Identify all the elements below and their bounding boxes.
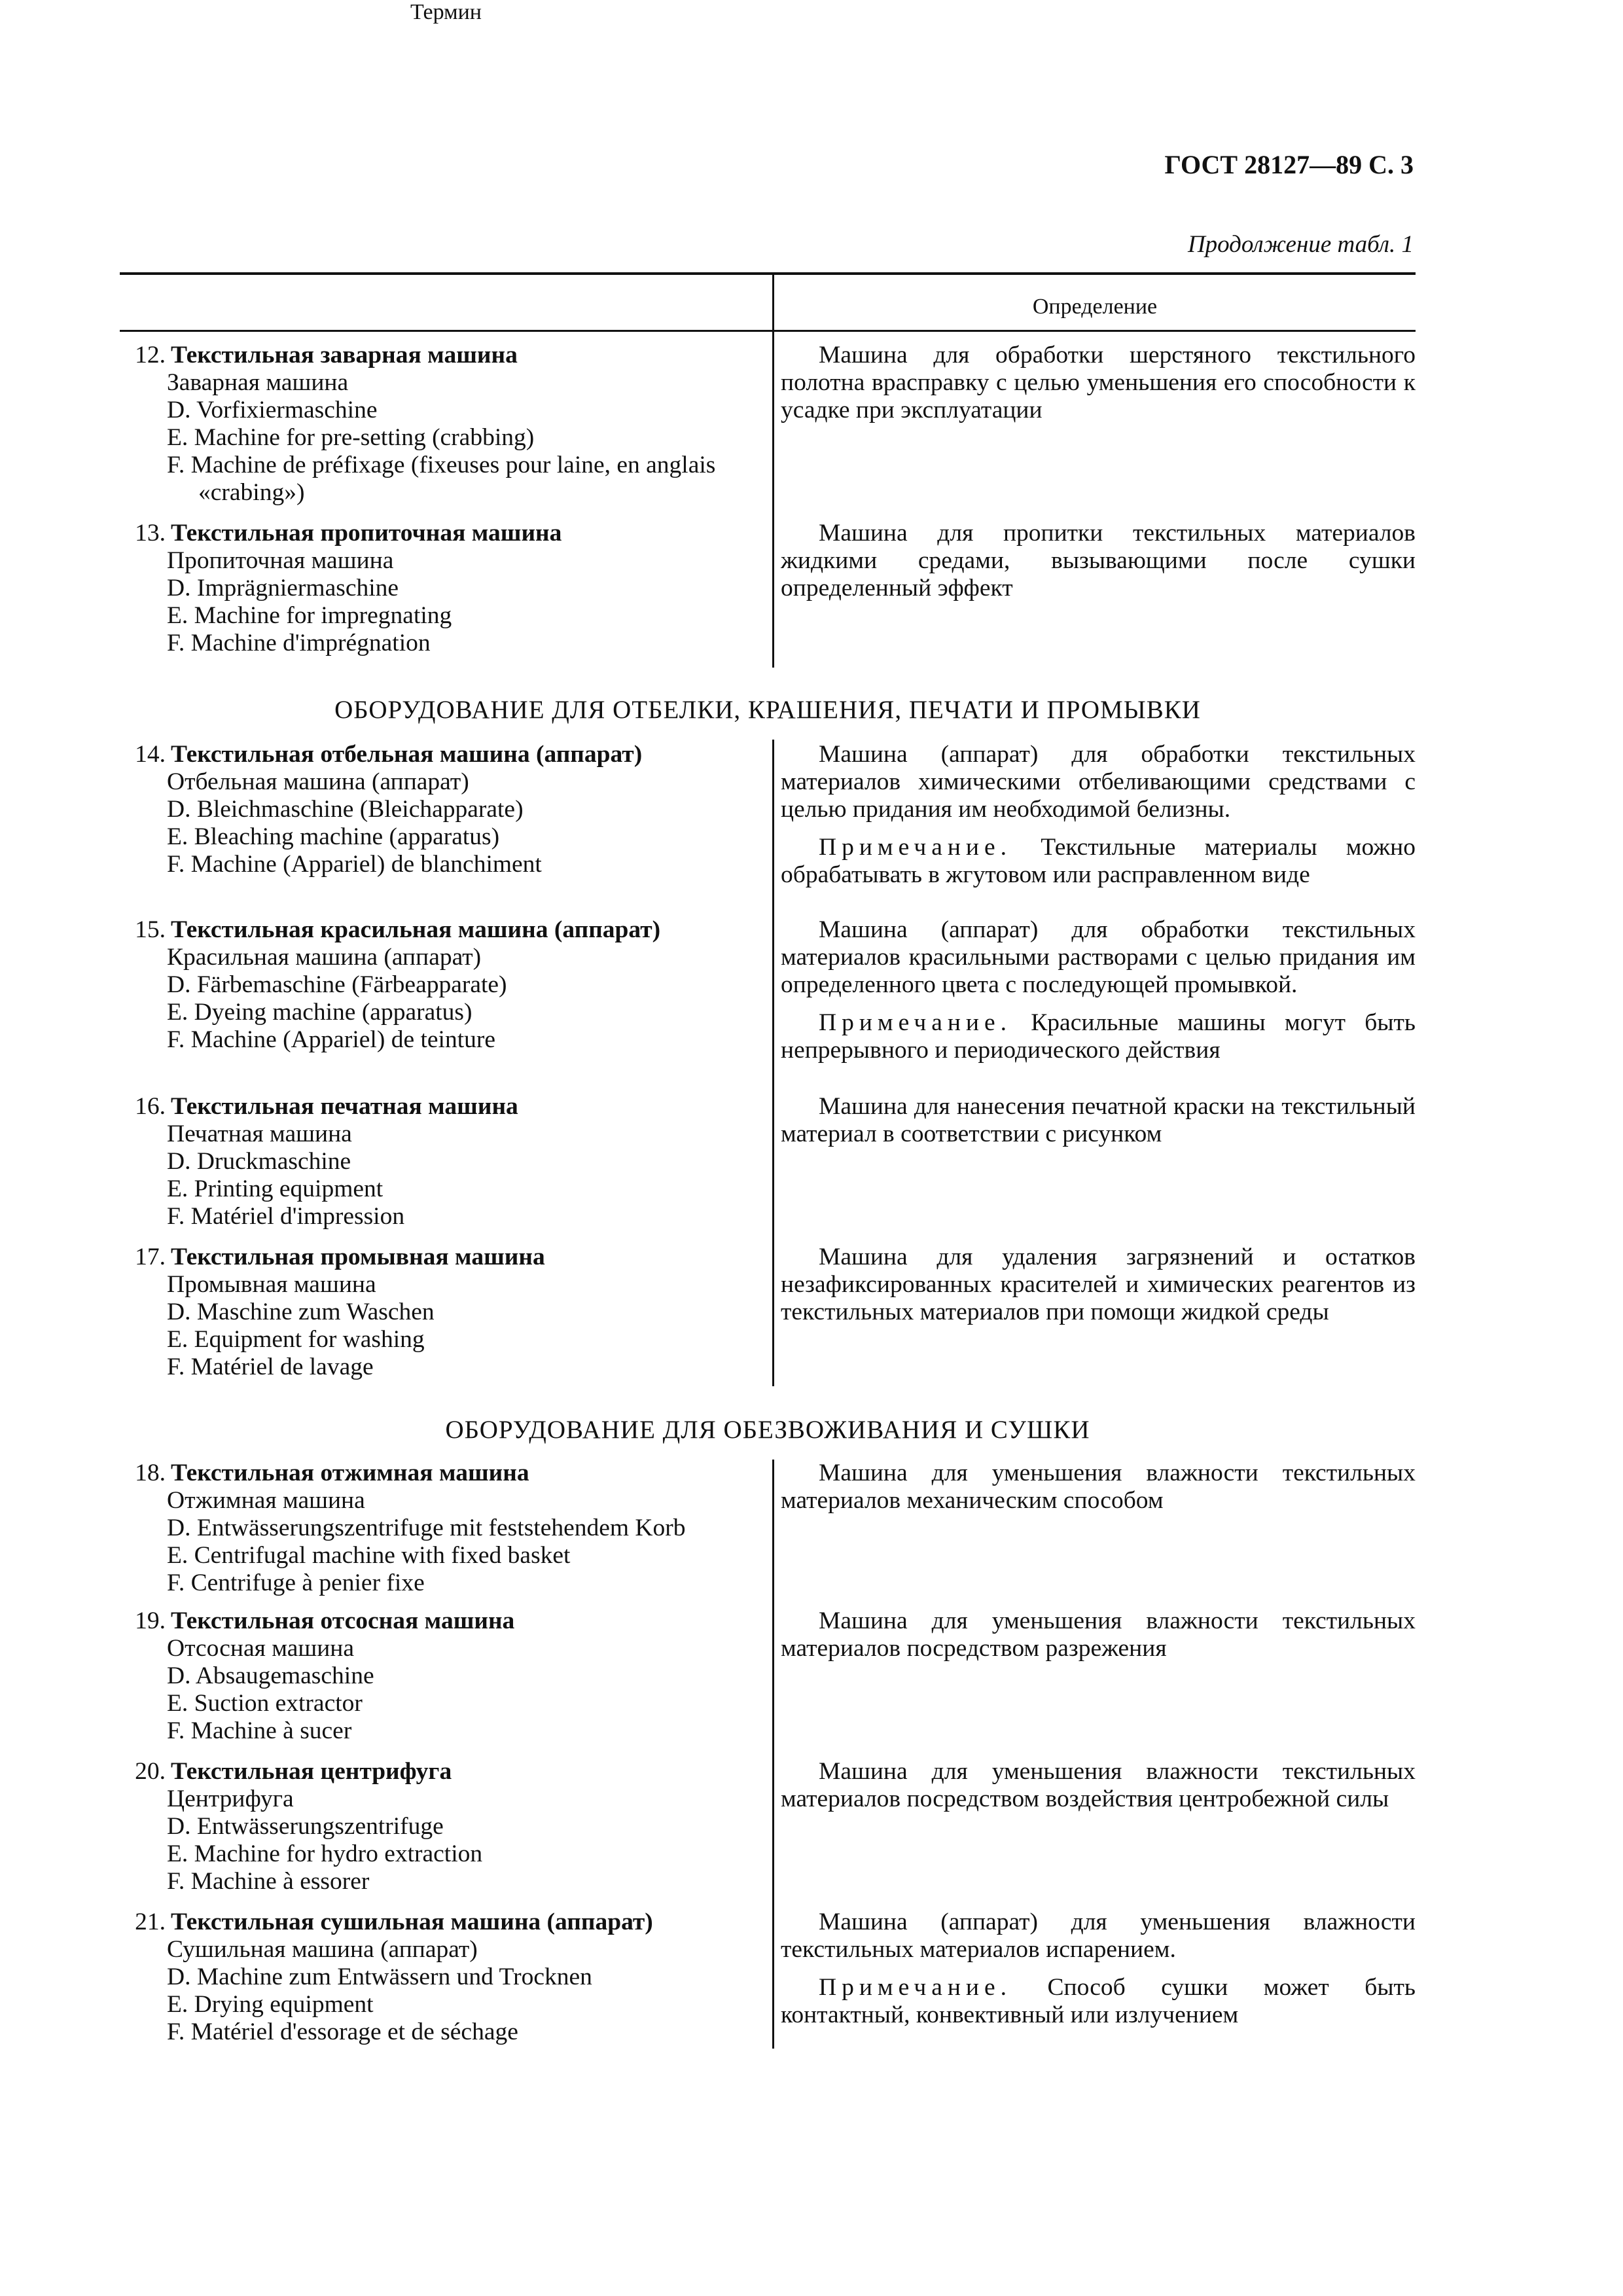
term-french: F. Machine à essorer bbox=[167, 1868, 370, 1895]
note-label: Примечание. bbox=[819, 1009, 1012, 1036]
column-header-definition: Определение bbox=[1032, 295, 1158, 319]
definition-note bbox=[781, 834, 1416, 889]
entry-number: 15. bbox=[135, 916, 166, 943]
term-french: F. Machine (Appariel) de blanchiment bbox=[167, 851, 542, 878]
term-synonym: Печатная машина bbox=[167, 1121, 352, 1147]
term-english: E. Bleaching machine (apparatus) bbox=[167, 823, 500, 850]
table-continuation-label: Продолжение табл. 1 bbox=[1187, 231, 1414, 258]
term-synonym: Центрифуга bbox=[167, 1785, 294, 1812]
definition-column bbox=[781, 1758, 1416, 1813]
term-column bbox=[120, 1093, 764, 1230]
term-german: D. Vorfixiermaschine bbox=[167, 397, 378, 423]
term-german: D. Entwässerungszentrifuge bbox=[167, 1813, 444, 1840]
term-german: D. Maschine zum Waschen bbox=[167, 1299, 435, 1325]
term-french: F. Machine d'imprégnation bbox=[167, 630, 431, 656]
term-english: E. Centrifugal machine with fixed basket bbox=[167, 1542, 571, 1569]
term-title: Текстильная красильная машина (аппарат) bbox=[171, 916, 661, 943]
entry-number: 19. bbox=[135, 1607, 166, 1634]
definition-text: Машина для нанесения печатной краски на текстильный материал в соответствии с рисунком bbox=[781, 1093, 1416, 1147]
note-text: Текстильные материалы можно обрабатывать в жгутовом или расправленном виде bbox=[781, 834, 1416, 888]
term-french: F. Machine à sucer bbox=[167, 1717, 352, 1744]
term-german: D. Färbemaschine (Färbeapparate) bbox=[167, 971, 507, 998]
term-synonym: Пропиточная машина bbox=[167, 547, 394, 574]
term-synonym: Отжимная машина bbox=[167, 1487, 365, 1514]
page-header: ГОСТ 28127—89 С. 3 bbox=[1164, 150, 1414, 179]
term-english: E. Machine for impregnating bbox=[167, 602, 452, 629]
term-french: F. Matériel d'essorage et de séchage bbox=[167, 2018, 518, 2045]
term-synonym: Красильная машина (аппарат) bbox=[167, 944, 482, 971]
term-column bbox=[120, 520, 764, 657]
term-column bbox=[120, 916, 764, 1054]
term-title: Текстильная пропиточная машина bbox=[171, 520, 562, 547]
definition-column bbox=[781, 1244, 1416, 1326]
term-french: F. Centrifuge à penier fixe bbox=[167, 1570, 425, 1596]
definition-note bbox=[781, 1009, 1416, 1064]
note-text: Способ сушки может быть контактный, конвективный или излучением bbox=[781, 1974, 1416, 2028]
entry-number: 18. bbox=[135, 1460, 166, 1486]
term-title: Текстильная сушильная машина (аппарат) bbox=[171, 1909, 653, 1935]
definition-column bbox=[781, 916, 1416, 1064]
term-title: Текстильная заварная машина bbox=[171, 342, 518, 368]
header-bottom-rule bbox=[120, 330, 1416, 332]
entry-number: 16. bbox=[135, 1093, 166, 1120]
term-english: E. Dyeing machine (apparatus) bbox=[167, 999, 473, 1026]
column-header-term: Термин bbox=[410, 0, 482, 24]
definition-text: Машина (аппарат) для обработки текстильных материалов красильными растворами с целью придания им определенного цвета с последующей промывкой. bbox=[781, 916, 1416, 998]
term-title: Текстильная печатная машина bbox=[171, 1093, 518, 1120]
definition-column bbox=[781, 520, 1416, 602]
section-title: ОБОРУДОВАНИЕ ДЛЯ ОТБЕЛКИ, КРАШЕНИЯ, ПЕЧАТИ И ПРОМЫВКИ bbox=[334, 696, 1201, 724]
term-english: E. Equipment for washing bbox=[167, 1326, 425, 1353]
term-title: Текстильная центрифуга bbox=[171, 1758, 452, 1785]
column-divider bbox=[772, 1460, 774, 2049]
note-label: Примечание. bbox=[819, 834, 1012, 861]
term-french: F. Matériel de lavage bbox=[167, 1354, 374, 1380]
term-column bbox=[120, 1607, 764, 1745]
column-divider bbox=[772, 272, 774, 668]
term-title: Текстильная отсосная машина bbox=[171, 1607, 515, 1634]
definition-column bbox=[781, 1909, 1416, 2029]
entry-number: 13. bbox=[135, 520, 166, 547]
entry-number: 14. bbox=[135, 741, 166, 768]
table-top-rule bbox=[120, 272, 1416, 275]
definition-text: Машина для пропитки текстильных материалов жидкими средами, вызывающими после сушки определенный эффект bbox=[781, 520, 1416, 601]
term-french: F. Machine (Appariel) de teinture bbox=[167, 1026, 496, 1053]
definition-column bbox=[781, 1093, 1416, 1148]
definition-text: Машина для удаления загрязнений и остатков незафиксированных красителей и химических реагентов из текстильных материалов при помощи жидкой среды bbox=[781, 1244, 1416, 1325]
term-title: Текстильная отбельная машина (аппарат) bbox=[171, 741, 643, 768]
term-german: D. Druckmaschine bbox=[167, 1148, 351, 1175]
section-title: ОБОРУДОВАНИЕ ДЛЯ ОБЕЗВОЖИВАНИЯ И СУШКИ bbox=[445, 1416, 1090, 1444]
term-english: E. Suction extractor bbox=[167, 1690, 363, 1717]
definition-text: Машина (аппарат) для уменьшения влажности текстильных материалов испарением. bbox=[781, 1909, 1416, 1963]
definition-column bbox=[781, 1607, 1416, 1662]
term-german: D. Absaugemaschine bbox=[167, 1662, 374, 1689]
term-german: D. Entwässerungszentrifuge mit feststehendem Korb bbox=[167, 1515, 686, 1541]
term-column bbox=[120, 1244, 764, 1381]
term-column bbox=[120, 1460, 764, 1597]
note-label: Примечание. bbox=[819, 1974, 1012, 2001]
term-synonym: Промывная машина bbox=[167, 1271, 376, 1298]
term-title: Текстильная промывная машина bbox=[171, 1244, 545, 1270]
term-english: E. Machine for pre-setting (crabbing) bbox=[167, 424, 535, 451]
term-column bbox=[120, 1909, 764, 2046]
definition-text: Машина для обработки шерстяного текстильного полотна врасправку с целью уменьшения его способности к усадке при эксплуатации bbox=[781, 342, 1416, 423]
definition-text: Машина для уменьшения влажности текстильных материалов посредством разрежения bbox=[781, 1607, 1416, 1662]
term-english: E. Printing equipment bbox=[167, 1175, 383, 1202]
column-divider bbox=[772, 740, 774, 1386]
term-english: E. Machine for hydro extraction bbox=[167, 1840, 483, 1867]
term-german: D. Imprägniermaschine bbox=[167, 575, 399, 601]
term-synonym: Отсосная машина bbox=[167, 1635, 355, 1662]
entry-number: 17. bbox=[135, 1244, 166, 1270]
definition-column bbox=[781, 1460, 1416, 1515]
term-synonym: Отбельная машина (аппарат) bbox=[167, 768, 469, 795]
entry-number: 20. bbox=[135, 1758, 166, 1785]
entry-number: 12. bbox=[135, 342, 166, 368]
term-column bbox=[120, 741, 764, 878]
term-french: F. Matériel d'impression bbox=[167, 1203, 405, 1230]
definition-text: Машина (аппарат) для обработки текстильных материалов химическими отбеливающими средствами с целью придания им необходимой белизны. bbox=[781, 741, 1416, 823]
term-synonym: Сушильная машина (аппарат) bbox=[167, 1936, 478, 1963]
term-german: D. Bleichmaschine (Bleichapparate) bbox=[167, 796, 524, 823]
term-column bbox=[120, 1758, 764, 1895]
term-synonym: Заварная машина bbox=[167, 369, 349, 396]
term-column bbox=[120, 342, 764, 507]
definition-column bbox=[781, 342, 1416, 424]
definition-text: Машина для уменьшения влажности текстильных материалов механическим способом bbox=[781, 1460, 1416, 1514]
entry-number: 21. bbox=[135, 1909, 166, 1935]
term-french: F. Machine de préfixage (fixeuses pour laine, en anglais bbox=[167, 452, 716, 478]
term-french-continued: «crabing») bbox=[198, 479, 305, 506]
definition-column bbox=[781, 741, 1416, 889]
definition-note bbox=[781, 1974, 1416, 2029]
term-german: D. Machine zum Entwässern und Trocknen bbox=[167, 1964, 592, 1990]
note-text: Красильные машины могут быть непрерывного и периодического действия bbox=[781, 1009, 1416, 1064]
definition-text: Машина для уменьшения влажности текстильных материалов посредством воздействия центробежной силы bbox=[781, 1758, 1416, 1812]
term-english: E. Drying equipment bbox=[167, 1991, 374, 2018]
term-title: Текстильная отжимная машина bbox=[171, 1460, 529, 1486]
